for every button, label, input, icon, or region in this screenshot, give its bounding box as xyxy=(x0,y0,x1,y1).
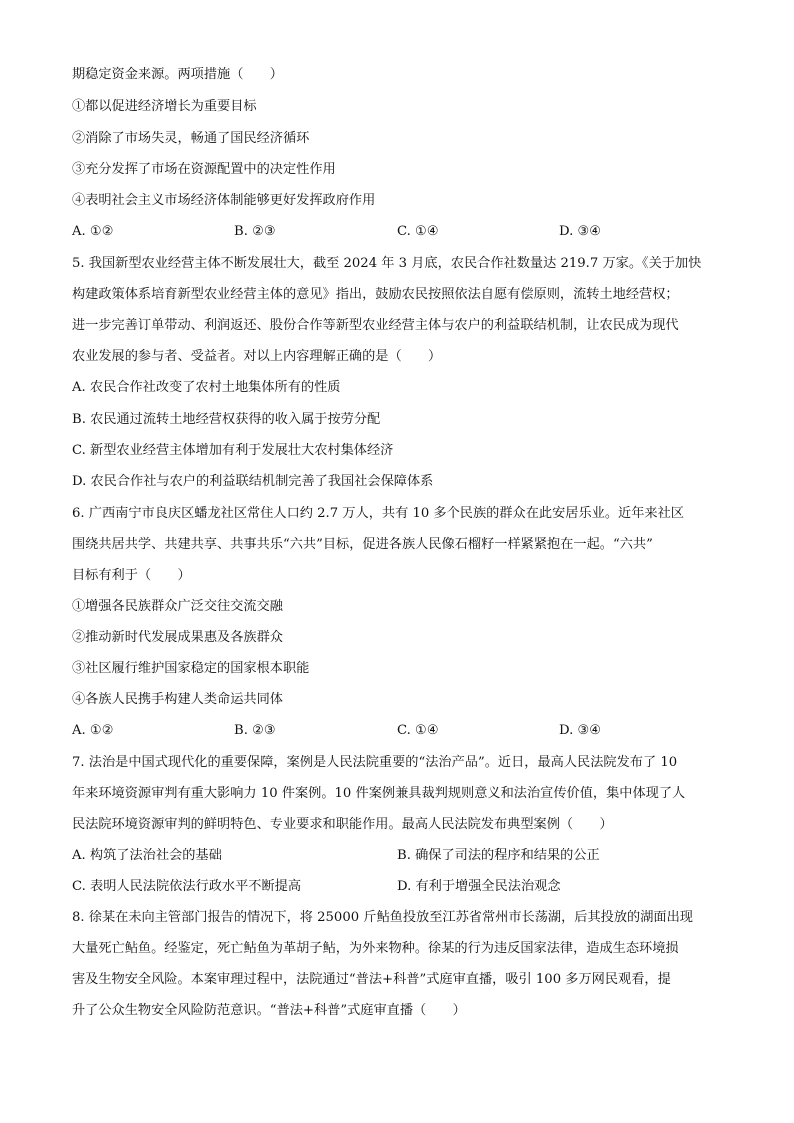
q6-stem-line-3: 目标有利于（ ） xyxy=(72,568,191,583)
q6-option-d[interactable]: D. ③④ xyxy=(559,723,602,738)
q4-option-d[interactable]: D. ③④ xyxy=(559,224,602,239)
q8-stem-line-3: 害及生物安全风险。本案审理过程中，法院通过“普法+科普”式庭审直播，吸引 100 多万网民观看，提 xyxy=(72,972,671,987)
q6-item-4: ④各族人民携手构建人类命运共同体 xyxy=(72,692,283,707)
q6-stem-line-1: 6. 广西南宁市良庆区蟠龙社区常住人口约 2.7 万人，共有 10 多个民族的群众在此安居乐业。近年来社区 xyxy=(72,506,684,521)
q7-option-d[interactable]: D. 有利于增强全民法治观念 xyxy=(397,879,561,894)
q5-stem-line-1: 5. 我国新型农业经营主体不断发展壮大，截至 2024 年 3 月底，农民合作社数量达 219.7 万家。《关于加快 xyxy=(72,256,702,271)
q5-stem-line-2: 构建政策体系培育新型农业经营主体的意见》指出，鼓励农民按照依法自愿有偿原则，流转土地经营权； xyxy=(72,287,679,302)
q4-item-4: ④表明社会主义市场经济体制能够更好发挥政府作用 xyxy=(72,193,376,208)
q4-option-b[interactable]: B. ②③ xyxy=(234,224,276,239)
q7-stem-line-3: 民法院环境资源审判的鲜明特色、专业要求和职能作用。最高人民法院发布典型案例（ ） xyxy=(72,817,613,832)
q7-option-b[interactable]: B. 确保了司法的程序和结果的公正 xyxy=(397,848,600,863)
q6-stem-line-2: 围绕共居共学、共建共享、共事共乐“六共”目标，促进各族人民像石榴籽一样紧紧抱在一起。“六共” xyxy=(72,537,653,552)
q7-stem-line-2: 年来环境资源审判有重大影响力 10 件案例。10 件案例兼具裁判规则意义和法治宣传价值，集中体现了人 xyxy=(72,786,686,801)
q6-item-2: ②推动新时代发展成果惠及各族群众 xyxy=(72,630,283,645)
q4-option-c[interactable]: C. ①④ xyxy=(397,224,439,239)
q6-option-a[interactable]: A. ①② xyxy=(72,723,114,738)
q5-option-d[interactable]: D. 农民合作社与农户的利益联结机制完善了我国社会保障体系 xyxy=(72,474,434,489)
q5-stem-line-3: 进一步完善订单带动、利润返还、股份合作等新型农业经营主体与农户的利益联结机制，让农民成为现代 xyxy=(72,318,679,333)
q5-option-a[interactable]: A. 农民合作社改变了农村土地集体所有的性质 xyxy=(72,380,341,395)
q8-stem-line-1: 8. 徐某在未向主管部门报告的情况下，将 25000 斤鲇鱼投放至江苏省常州市长荡湖，后其投放的湖面出现 xyxy=(72,910,693,925)
q8-stem-line-4: 升了公众生物安全风险防范意识。“普法+科普”式庭审直播（ ） xyxy=(72,1003,466,1018)
q4-item-3: ③充分发挥了市场在资源配置中的决定性作用 xyxy=(72,162,336,177)
q6-option-b[interactable]: B. ②③ xyxy=(234,723,276,738)
q5-option-b[interactable]: B. 农民通过流转土地经营权获得的收入属于按劳分配 xyxy=(72,412,381,427)
q6-option-c[interactable]: C. ①④ xyxy=(397,723,439,738)
q5-option-c[interactable]: C. 新型农业经营主体增加有利于发展壮大农村集体经济 xyxy=(72,443,394,458)
q7-stem-line-1: 7. 法治是中国式现代化的重要保障，案例是人民法院重要的“法治产品”。近日，最高人民法院发布了 10 xyxy=(72,755,678,770)
q7-option-c[interactable]: C. 表明人民法院依法行政水平不断提高 xyxy=(72,879,302,894)
q6-item-1: ①增强各民族群众广泛交往交流交融 xyxy=(72,599,283,614)
q4-stem-tail: 期稳定资金来源。两项措施（ ） xyxy=(72,67,283,82)
q6-item-3: ③社区履行维护国家稳定的国家根本职能 xyxy=(72,661,310,676)
q4-option-a[interactable]: A. ①② xyxy=(72,224,114,239)
q8-stem-line-2: 大量死亡鲇鱼。经鉴定，死亡鲇鱼为革胡子鲇，为外来物种。徐某的行为违反国家法律，造成生态环境损 xyxy=(72,941,679,956)
q5-stem-line-4: 农业发展的参与者、受益者。对以上内容理解正确的是（ ） xyxy=(72,349,442,364)
q4-item-1: ①都以促进经济增长为重要目标 xyxy=(72,99,257,114)
q4-item-2: ②消除了市场失灵，畅通了国民经济循环 xyxy=(72,131,310,146)
q7-option-a[interactable]: A. 构筑了法治社会的基础 xyxy=(72,848,222,863)
